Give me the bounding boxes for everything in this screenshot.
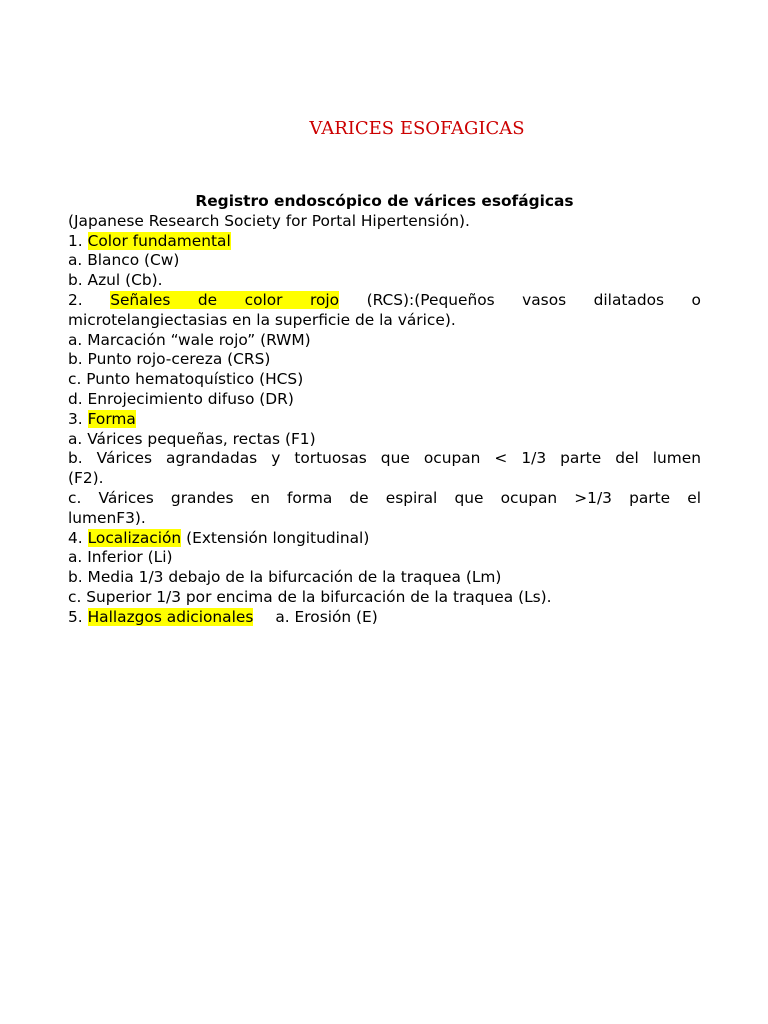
list-item: a. Marcación “wale rojo” (RWM) <box>68 330 311 349</box>
document-subtitle: Registro endoscópico de várices esofágicas <box>195 192 574 210</box>
section-3-heading-line <box>68 410 701 430</box>
section-heading-highlight: Color fundamental <box>87 231 231 250</box>
list-item: c. Punto hematoquístico (HCS) <box>68 370 304 389</box>
list-item: d. Enrojecimiento difuso (DR) <box>68 389 294 408</box>
list-item: a. Blanco (Cw) <box>68 251 180 270</box>
document-source: (Japanese Research Society for Portal Hipertensión). <box>68 211 470 230</box>
section-heading-highlight: Localización <box>87 528 182 547</box>
document-title: VARICES ESOFAGICAS <box>309 118 525 139</box>
section-number: 3. <box>68 409 83 428</box>
list-item: c. Várices grandes en forma de espiral que ocupan >1/3 parte el <box>68 488 701 507</box>
list-item: b. Punto rojo-cereza (CRS) <box>68 350 271 369</box>
section-5-heading-line <box>68 608 701 628</box>
section-number: 5. <box>68 607 83 626</box>
section-1-heading-line <box>68 232 701 252</box>
list-item: a. Inferior (Li) <box>68 548 173 567</box>
section-description: (RCS):(Pequeños vasos dilatados o <box>366 290 701 309</box>
list-item: a. Várices pequeñas, rectas (F1) <box>68 429 316 448</box>
list-item-continued: lumenF3). <box>68 508 146 527</box>
list-item: b. Várices agrandadas y tortuosas que ocupan < 1/3 parte del lumen <box>68 449 701 468</box>
section-description: (Extensión longitudinal) <box>186 528 370 547</box>
section-number: 4. <box>68 528 83 547</box>
section-number: 2. <box>68 290 83 309</box>
section-2-heading-line <box>68 291 701 311</box>
section-heading-highlight: Forma <box>87 409 136 428</box>
section-number: 1. <box>68 231 83 250</box>
section-4-heading-line <box>68 529 701 549</box>
section-heading-highlight: Hallazgos adicionales <box>87 607 254 626</box>
section-description-continued: microtelangiectasias en la superficie de la várice). <box>68 310 456 329</box>
list-item: b. Media 1/3 debajo de la bifurcación de la traquea (Lm) <box>68 568 502 587</box>
list-item: b. Azul (Cb). <box>68 271 163 290</box>
document-body <box>68 192 701 628</box>
section-heading-highlight: Señales de color rojo <box>110 290 340 309</box>
list-item: c. Superior 1/3 por encima de la bifurcación de la traquea (Ls). <box>68 587 552 606</box>
list-item: a. Erosión (E) <box>275 607 378 626</box>
list-item-continued: (F2). <box>68 469 104 488</box>
